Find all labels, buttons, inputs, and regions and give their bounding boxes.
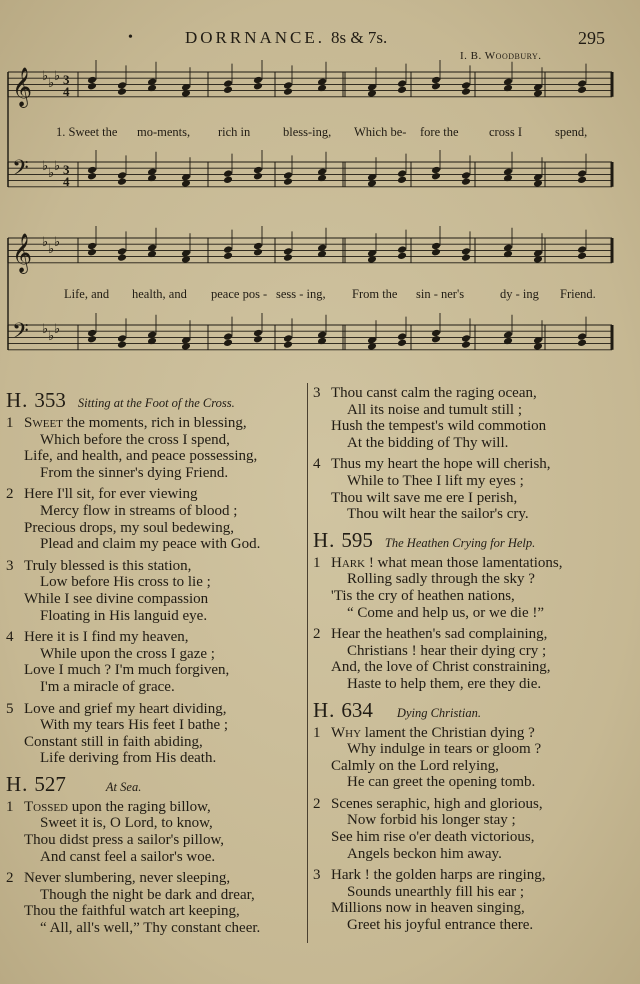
- hymn-634-heading: [313, 698, 635, 725]
- note-head: [577, 252, 587, 261]
- hymn-label: H.: [313, 697, 336, 722]
- lyrics-line-2: [0, 287, 640, 303]
- note-head: [461, 81, 471, 90]
- note-head: [577, 332, 587, 341]
- left-column: [6, 385, 306, 942]
- hymn-subtitle: The Heathen Crying for Help.: [384, 535, 536, 550]
- treble-clef: 𝄞: [12, 233, 33, 273]
- verse-line: With my tears His feet I bathe ;: [40, 717, 229, 734]
- verse-line: Rolling sadly through the sky ?: [347, 571, 535, 588]
- verse-line: While to Thee I lift my eyes ;: [347, 472, 524, 489]
- verse-line: Angels beckon him away.: [347, 845, 502, 862]
- note-head: [283, 171, 293, 180]
- stanza-number: 4: [313, 456, 321, 473]
- note-head: [283, 253, 293, 262]
- verse-line: ! what mean those lamentations,: [365, 554, 563, 571]
- hymn-number: 595: [341, 527, 373, 552]
- note-head: [223, 169, 233, 178]
- verse-line: Christians ! hear their dying cry ;: [347, 642, 547, 659]
- stanza-initial-word: Tossed: [24, 798, 69, 815]
- note-head: [397, 252, 407, 261]
- note-head: [87, 166, 97, 175]
- verse-line: Now forbid his longer stay ;: [347, 812, 516, 829]
- flat-sign: ♭: [54, 322, 61, 337]
- note-head: [577, 86, 587, 95]
- verse-line: Hush the tempest's wild commotion: [331, 418, 547, 435]
- stanza: [313, 456, 635, 522]
- verse-line: “ All, all's well,” Thy constant cheer.: [40, 920, 261, 937]
- stanza: [313, 555, 635, 621]
- note-head: [253, 82, 263, 91]
- lyric-syllable: dy - ing: [500, 287, 539, 301]
- time-signature: 4: [63, 84, 70, 99]
- stanza: [6, 629, 306, 695]
- stanza: [6, 486, 306, 552]
- treble-clef: 𝄞: [12, 67, 33, 107]
- note-head: [577, 79, 587, 88]
- lyric-syllable: Life, and: [64, 287, 110, 301]
- note-head: [87, 242, 97, 251]
- tune-meter: 8s & 7s.: [331, 28, 388, 47]
- stanza-number: 5: [6, 700, 14, 717]
- lyric-syllable: rich in: [218, 125, 251, 139]
- verse-line: Scenes seraphic, high and glorious,: [331, 795, 543, 812]
- note-head: [117, 177, 127, 186]
- lyric-syllable: cross I: [489, 125, 522, 139]
- hymn-number: 634: [341, 697, 373, 722]
- time-signature: 3: [63, 72, 70, 87]
- verse-line: From the sinner's dying Friend.: [40, 464, 229, 481]
- flat-sign: ♭: [48, 242, 55, 257]
- note-head: [87, 329, 97, 338]
- stanza-number: 2: [313, 795, 321, 812]
- verse-line: Truly blessed is this station,: [24, 557, 192, 574]
- note-head: [253, 242, 263, 251]
- lyrics-line-1: [0, 125, 640, 141]
- stanza-number: 1: [313, 554, 321, 571]
- flat-sign: ♭: [42, 159, 49, 174]
- note-head: [283, 177, 293, 186]
- verse-line: Thou wilt save me ere I perish,: [331, 489, 518, 506]
- stanza-number: 2: [313, 626, 321, 643]
- note-head: [461, 171, 471, 180]
- note-head: [117, 334, 127, 343]
- hymn-527-heading: [6, 772, 306, 799]
- stanza: [6, 701, 306, 767]
- composer: I. B. Woodbury.: [460, 50, 542, 62]
- verse-line: And canst feel a sailor's woe.: [40, 848, 216, 865]
- note-head: [253, 329, 263, 338]
- note-head: [431, 335, 441, 344]
- stanza-number: 1: [6, 798, 14, 815]
- column-divider: [307, 383, 308, 943]
- stanza: [313, 867, 635, 933]
- note-head: [87, 248, 97, 257]
- note-head: [461, 177, 471, 186]
- header-ornament: •: [128, 30, 133, 45]
- bass-clef: 𝄢: [12, 156, 29, 186]
- note-head: [117, 340, 127, 349]
- verse-line: Millions now in heaven singing,: [331, 900, 525, 917]
- verse-line: I'm a miracle of grace.: [40, 678, 175, 695]
- verse-line: All its noise and tumult still ;: [347, 401, 523, 418]
- note-head: [223, 245, 233, 254]
- verse-line: Life deriving from His death.: [40, 750, 217, 767]
- verse-line: Which before the cross I spend,: [40, 431, 230, 448]
- stanza: [313, 385, 635, 451]
- hymn-number: 353: [34, 388, 66, 412]
- verse-line: Thus my heart the hope will cherish,: [331, 456, 551, 473]
- note-head: [397, 79, 407, 88]
- lyric-syllable: 1. Sweet the: [56, 125, 118, 139]
- stanza: [6, 558, 306, 624]
- verse-line: lament the Christian dying ?: [361, 724, 535, 741]
- verse-line: And, the love of Christ constraining,: [331, 659, 551, 676]
- lyric-syllable: peace pos -: [211, 287, 268, 301]
- verse-line: Thou wilt hear the sailor's cry.: [347, 506, 529, 523]
- verse-line: Here it is I find my heaven,: [24, 629, 189, 646]
- note-head: [253, 76, 263, 85]
- note-head: [431, 248, 441, 257]
- note-head: [253, 166, 263, 175]
- note-head: [431, 76, 441, 85]
- note-head: [431, 172, 441, 181]
- verse-line: Love I much ? I'm much forgiven,: [24, 662, 230, 679]
- verse-line: While I see divine compassion: [24, 590, 209, 607]
- note-head: [253, 172, 263, 181]
- hymn-subtitle: Dying Christian.: [396, 705, 481, 720]
- hymn-353-heading: [6, 388, 306, 415]
- stanza: [6, 799, 306, 865]
- stanza-number: 4: [6, 629, 14, 646]
- lyric-syllable: health, and: [132, 287, 187, 301]
- verse-line: While upon the cross I gaze ;: [40, 645, 215, 662]
- verse-line: “ Come and help us, or we die !”: [347, 604, 545, 621]
- hymn-label: H.: [313, 527, 336, 552]
- flat-sign: ♭: [42, 322, 49, 337]
- note-head: [283, 81, 293, 90]
- lyric-syllable: sin - ner's: [416, 287, 465, 301]
- hymn-number: 527: [34, 771, 66, 796]
- verse-line: Greet his joyful entrance there.: [347, 917, 534, 934]
- lyric-syllable: fore the: [420, 125, 459, 139]
- lyric-syllable: Which be-: [354, 125, 407, 139]
- note-head: [577, 339, 587, 348]
- lyric-syllable: bless-ing,: [283, 125, 332, 139]
- verse-line: Thou the faithful watch art keeping,: [24, 903, 240, 920]
- verse-line: Never slumbering, never sleeping,: [24, 870, 231, 887]
- note-head: [397, 245, 407, 254]
- stanza-number: 2: [6, 870, 14, 887]
- note-head: [461, 247, 471, 256]
- note-head: [223, 86, 233, 95]
- verse-line: Thou canst calm the raging ocean,: [331, 385, 537, 401]
- verse-line: Calmly on the Lord relying,: [331, 757, 499, 774]
- verse-line: Haste to help them, ere they die.: [347, 675, 542, 692]
- note-head: [283, 334, 293, 343]
- stanza-initial-word: Sweet: [24, 415, 63, 431]
- verse-line: Sweet it is, O Lord, to know,: [40, 815, 213, 832]
- hymn-label: H.: [6, 771, 29, 796]
- bass-clef: 𝄢: [12, 319, 29, 349]
- verse-line: Though the night be dark and drear,: [40, 886, 255, 903]
- verse-line: Thou didst press a sailor's pillow,: [24, 832, 225, 849]
- verse-line: Plead and claim my peace with God.: [40, 536, 261, 553]
- verse-line: At the bidding of Thy will.: [347, 434, 509, 451]
- verse-line: Life, and health, and peace possessing,: [24, 448, 258, 465]
- stanza: [313, 626, 635, 692]
- verse-line: Constant still in faith abiding,: [24, 733, 203, 750]
- lyric-syllable: spend,: [555, 125, 588, 139]
- stanza-number: 1: [6, 415, 14, 431]
- hymn-subtitle: Sitting at the Foot of the Cross.: [77, 396, 235, 410]
- lyric-syllable: mo-ments,: [137, 125, 191, 139]
- note-head: [577, 169, 587, 178]
- note-head: [577, 245, 587, 254]
- flat-sign: ♭: [54, 235, 61, 250]
- note-head: [117, 253, 127, 262]
- verse-line: upon the raging billow,: [68, 798, 211, 815]
- stanza: [313, 725, 635, 791]
- lyric-syllable: From the: [352, 287, 398, 301]
- verse-line: Precious drops, my soul bedewing,: [24, 519, 234, 536]
- verse-line: Hark ! the golden harps are ringing,: [331, 867, 546, 884]
- verse-line: Floating in His languid eye.: [40, 607, 208, 624]
- stanza: [313, 796, 635, 862]
- note-head: [431, 82, 441, 91]
- note-head: [87, 172, 97, 181]
- note-head: [223, 252, 233, 261]
- stanza: [6, 415, 306, 481]
- note-head: [397, 169, 407, 178]
- hymn-label: H.: [6, 388, 29, 412]
- hymn-subtitle: At Sea.: [105, 779, 142, 794]
- stanza: [6, 870, 306, 936]
- note-head: [461, 334, 471, 343]
- note-head: [117, 87, 127, 96]
- note-head: [397, 332, 407, 341]
- time-signature: 4: [63, 174, 70, 189]
- tune-title: DORRNANCE. 8s & 7s.: [185, 28, 388, 47]
- flat-sign: ♭: [48, 329, 55, 344]
- lyric-syllable: Friend.: [560, 287, 596, 301]
- verse-line: See him rise o'er death victorious,: [331, 829, 535, 846]
- time-signature: 3: [63, 162, 70, 177]
- note-head: [283, 87, 293, 96]
- note-head: [461, 253, 471, 262]
- note-head: [223, 79, 233, 88]
- note-head: [87, 335, 97, 344]
- note-head: [87, 76, 97, 85]
- note-head: [397, 176, 407, 185]
- note-head: [431, 329, 441, 338]
- page-number: 295: [578, 28, 605, 48]
- note-head: [253, 248, 263, 257]
- verse-line: Hear the heathen's sad complaining,: [331, 626, 548, 643]
- note-head: [117, 247, 127, 256]
- flat-sign: ♭: [54, 69, 61, 84]
- note-head: [397, 339, 407, 348]
- lyric-syllable: sess - ing,: [276, 287, 326, 301]
- music-notation: [0, 0, 640, 360]
- verse-line: Here I'll sit, for ever viewing: [24, 486, 198, 503]
- verse-line: the moments, rich in blessing,: [62, 415, 247, 431]
- stanza-number: 2: [6, 486, 14, 503]
- stanza-number: 3: [313, 867, 321, 884]
- note-head: [117, 171, 127, 180]
- verse-line: Mercy flow in streams of blood ;: [40, 502, 238, 519]
- note-head: [223, 339, 233, 348]
- stanza-initial-word: Hark: [331, 554, 366, 571]
- stanza-initial-word: Why: [331, 724, 362, 741]
- note-head: [461, 87, 471, 96]
- note-head: [461, 340, 471, 349]
- verse-line: He can greet the opening tomb.: [347, 774, 536, 791]
- verse-line: Love and grief my heart dividing,: [24, 700, 227, 717]
- verse-line: Sounds unearthly fill his ear ;: [347, 883, 525, 900]
- stanza-number: 1: [313, 724, 321, 741]
- flat-sign: ♭: [42, 69, 49, 84]
- note-head: [223, 332, 233, 341]
- note-head: [577, 176, 587, 185]
- note-head: [253, 335, 263, 344]
- verse-line: Low before His cross to lie ;: [40, 574, 211, 591]
- hymn-595-heading: [313, 528, 635, 555]
- note-head: [397, 86, 407, 95]
- stanza-number: 3: [313, 385, 321, 401]
- note-head: [223, 176, 233, 185]
- verse-line: Why indulge in tears or gloom ?: [347, 741, 542, 758]
- right-column: [313, 385, 635, 939]
- flat-sign: ♭: [48, 76, 55, 91]
- flat-sign: ♭: [48, 166, 55, 181]
- note-head: [283, 340, 293, 349]
- verse-line: 'Tis the cry of heathen nations,: [331, 587, 515, 604]
- note-head: [431, 166, 441, 175]
- stanza-number: 3: [6, 557, 14, 574]
- flat-sign: ♭: [54, 159, 61, 174]
- note-head: [87, 82, 97, 91]
- note-head: [117, 81, 127, 90]
- note-head: [283, 247, 293, 256]
- note-head: [431, 242, 441, 251]
- flat-sign: ♭: [42, 235, 49, 250]
